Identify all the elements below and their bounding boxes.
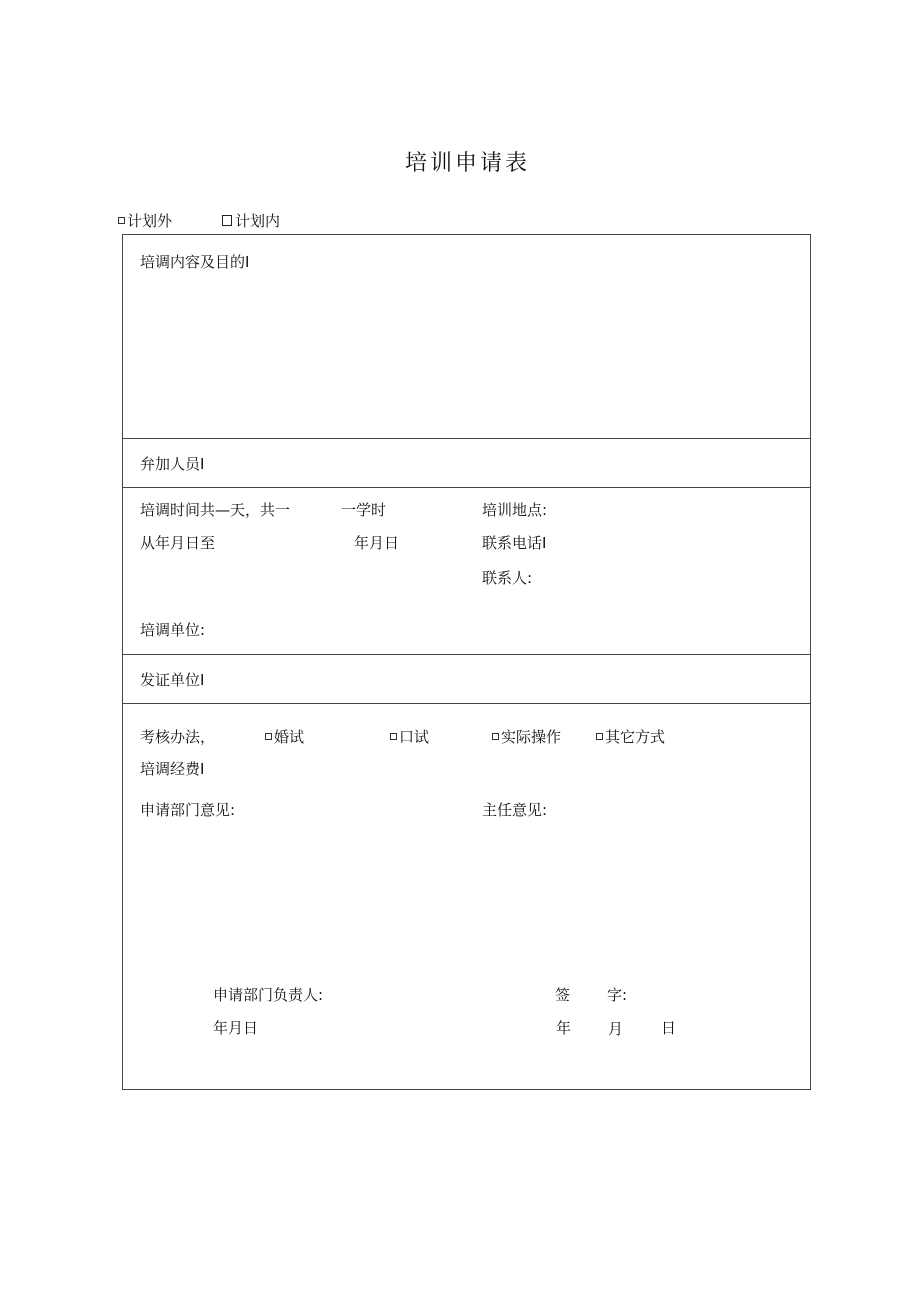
checkbox-icon[interactable]: [390, 733, 397, 740]
assessment-option-label: 实际操作: [501, 728, 562, 746]
checkbox-icon[interactable]: [118, 217, 125, 224]
certificate-unit-label: 发证单位I: [140, 671, 205, 689]
dept-head-label: 申请部门负责人:: [213, 986, 324, 1004]
purpose-label: 培调内容及目的I: [140, 253, 250, 271]
from-date-label: 从年月日至: [140, 534, 216, 552]
date-year-label: 年: [556, 1019, 572, 1037]
assessment-option-oral[interactable]: [390, 730, 429, 745]
assessment-option-other[interactable]: [596, 730, 665, 745]
assessment-option-label: 其它方式: [605, 728, 666, 746]
date-month-label: 月: [608, 1020, 624, 1038]
to-date-label: 年月日: [354, 534, 400, 552]
checkbox-icon[interactable]: [492, 733, 499, 740]
checkbox-icon[interactable]: [265, 733, 272, 740]
training-time-label: 培调时间共—天，共一: [140, 501, 291, 519]
assessment-option-written[interactable]: [265, 730, 304, 745]
row-divider: [122, 654, 811, 655]
contact-phone-label: 联系电话I: [482, 534, 547, 552]
contact-person-label: 联系人:: [482, 569, 533, 587]
row-divider: [122, 703, 811, 704]
checkbox-icon[interactable]: [222, 215, 232, 226]
plan-outside-label: 计划外: [127, 212, 173, 230]
date-day-label: 日: [661, 1019, 677, 1037]
assessment-option-label: 口试: [399, 728, 430, 746]
training-unit-label: 培调单位:: [140, 621, 206, 639]
signature-char: 签: [555, 986, 571, 1004]
assessment-option-practical[interactable]: [492, 730, 561, 745]
row-divider: [122, 438, 811, 439]
participants-label: 弁加人员I: [140, 455, 205, 473]
training-location-label: 培训地点:: [482, 501, 548, 519]
row-divider: [122, 487, 811, 488]
assessment-option-label: 婚试: [274, 728, 305, 746]
page-title: 培训申请表: [404, 151, 530, 176]
form-table: [122, 234, 811, 1090]
assessment-method-label: 考核办法，: [140, 728, 216, 746]
plan-inside-label: 计划内: [235, 212, 281, 230]
plan-outside-option[interactable]: [118, 214, 172, 229]
plan-inside-option[interactable]: [222, 214, 280, 229]
class-hours-label: 一学时: [341, 501, 387, 519]
signature-label: 字:: [607, 986, 628, 1004]
training-fee-label: 培调经费I: [140, 760, 205, 778]
checkbox-icon[interactable]: [596, 733, 603, 740]
director-opinion-label: 主任意见:: [482, 801, 548, 819]
dept-opinion-label: 申请部门意见:: [140, 801, 236, 819]
dept-head-date-label: 年月日: [213, 1019, 259, 1037]
